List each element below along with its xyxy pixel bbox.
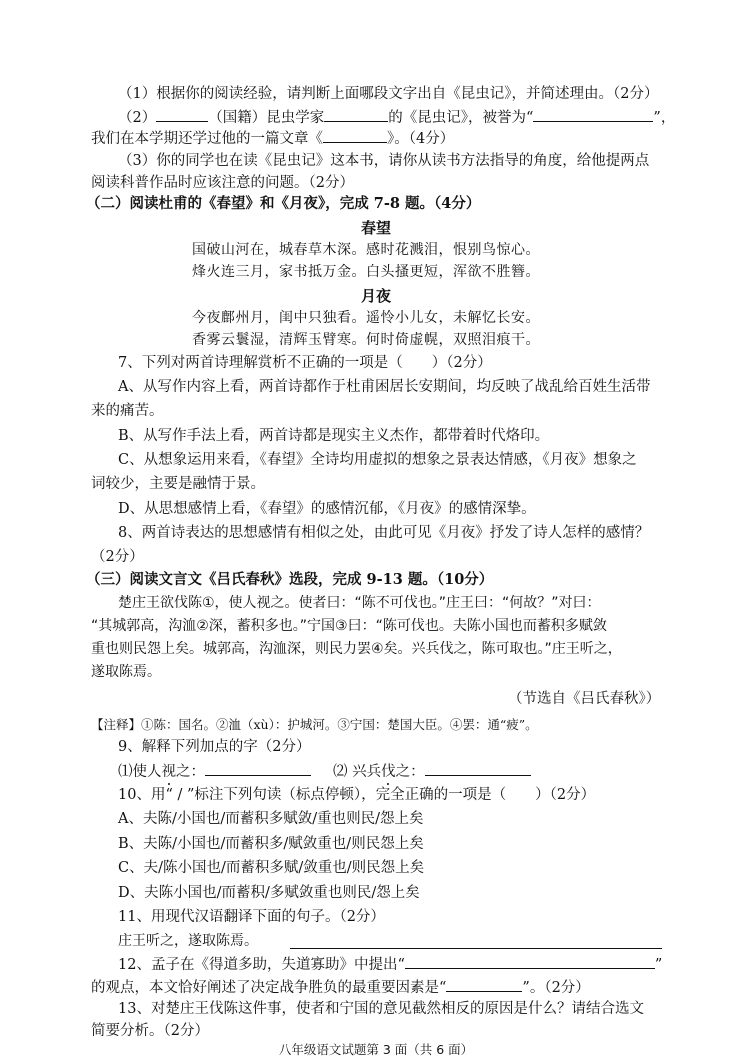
question-10: 10、用“ / ”标注下列句读（标点停顿），完全正确的一项是（ ）（2分） [118,787,596,803]
section-heading-poems: （二）阅读杜甫的《春望》和《月夜》，完成 7-8 题。（4分） [86,195,481,212]
question-2: （2） （国籍）昆虫学家 的《昆虫记》，被誉为“ ”， [118,106,675,128]
option-a-cont: 来的痛苦。 [91,403,164,419]
answer-blank[interactable] [323,127,387,143]
question-3: （3）你的同学也在读《昆虫记》这本书，请你从读书方法指导的角度，给他提两点 [118,153,650,169]
option-c: C、夫/陈小国也/而蓄积多赋/敛重也/则民怨上矣 [118,860,425,876]
option-b: B、从写作手法上看，两首诗都是现实主义杰作，都带着时代烙印。 [118,428,550,444]
option-a: A、夫陈/小国也/而蓄积多赋敛/重也则民/怨上矣 [118,811,424,827]
poem-title-chunwang: 春望 [360,219,391,237]
question-12-cont: 的观点，本文恰好阐述了决定战争胜负的最重要因素是“ ”。（2分） [91,976,590,998]
option-b: B、夫陈/小国也/而蓄积多/赋敛重也/则民怨上矣 [118,836,424,852]
answer-blank[interactable] [405,953,655,969]
question-13-cont: 简要分析。（2分） [91,1023,209,1039]
classical-text-line: 楚庄王欲伐陈①，使人视之。使者曰：“陈不可伐也。”庄王曰：“何故？”对曰： [118,595,601,611]
dotted-char: 视 [161,764,176,780]
option-c-cont: 词较少，主要是融情于景。 [91,476,265,492]
dotted-char: 伐 [381,764,396,780]
translate-sentence: 庄王听之，遂取陈焉。 [118,933,258,949]
poem-line: 今夜鄜州月，闺中只独看。遥怜小儿女，未解忆长安。 [192,310,540,326]
question-2-cont: 我们在本学期还学过他的一篇文章《 》。（4分） [91,127,454,149]
classical-text-line: 遂取陈焉。 [91,664,161,680]
question-9: 9、解释下列加点的字（2分） [118,739,311,755]
option-d: D、夫陈小国也/而蓄积/多赋敛重也则民/怨上矣 [118,885,420,901]
question-8: 8、两首诗表达的思想感情有相似之处，由此可见《月夜》抒发了诗人怎样的感情？ [118,525,650,541]
answer-blank[interactable] [205,760,311,776]
question-9-items: ⑴使人视之： ⑵ 兴兵伐之： [118,760,531,782]
poem-line: 国破山河在，城春草木深。感时花溅泪，恨别鸟惊心。 [192,242,540,258]
question-7: 7、下列对两首诗理解赏析不正确的一项是（ ）（2分） [118,355,492,371]
answer-blank[interactable] [156,106,208,122]
source-citation: （节选自《吕氏春秋》） [508,691,661,707]
option-c: C、从想象运用来看，《春望》全诗均用虚拟的想象之景表达情感，《月夜》想象之 [118,452,637,468]
answer-blank[interactable] [446,976,522,992]
question-13: 13、对楚庄王伐陈这件事，使者和宁国的意见截然相反的原因是什么？请结合选文 [118,1001,644,1017]
classical-text-line: 重也则民怨上矣。城郭高，沟洫深，则民力罢④矣。兴兵伐之，陈可取也。”庄王听之， [91,641,622,657]
question-1: （1）根据你的阅读经验，请判断上面哪段文字出自《昆虫记》，并简述理由。（2分） [118,86,659,102]
question-8-cont: （2分） [91,549,144,565]
poem-line: 烽火连三月，家书抵万金。白头搔更短，浑欲不胜簪。 [192,264,540,280]
section-heading-classical: （三）阅读文言文《吕氏春秋》选段，完成 9-13 题。（10分） [86,571,494,588]
option-d: D、从思想感情上看，《春望》的感情沉郁，《月夜》的感情深挚。 [118,501,536,517]
poem-title-yueye: 月夜 [360,287,391,305]
option-a: A、从写作内容上看，两首诗都作于杜甫困居长安期间，均反映了战乱给百姓生活带 [118,379,651,395]
question-3-cont: 阅读科普作品时应该注意的问题。（2分） [91,175,354,191]
answer-blank[interactable] [425,760,531,776]
classical-text-line: “其城郭高，沟洫②深，蓄积多也。”宁国③曰：“陈可伐也。夫陈小国也而蓄积多赋敛 [91,618,607,634]
page-footer: 八年级语文试题第 3 面（共 6 面） [278,1042,474,1057]
question-11: 11、用现代汉语翻译下面的句子。（2分） [118,909,385,925]
answer-blank[interactable] [324,106,388,122]
question-12: 12、孟子在《得道多助，失道寡助》中提出“ ” [118,953,662,975]
poem-line: 香雾云鬟湿，清辉玉臂寒。何时倚虚幌，双照泪痕干。 [192,332,540,348]
answer-blank[interactable] [533,106,653,122]
answer-line[interactable] [290,948,662,949]
annotation-note: 【注释】①陈：国名。②洫（xù）：护城河。③宁国：楚国大臣。④罢：通“疲”。 [91,717,538,732]
